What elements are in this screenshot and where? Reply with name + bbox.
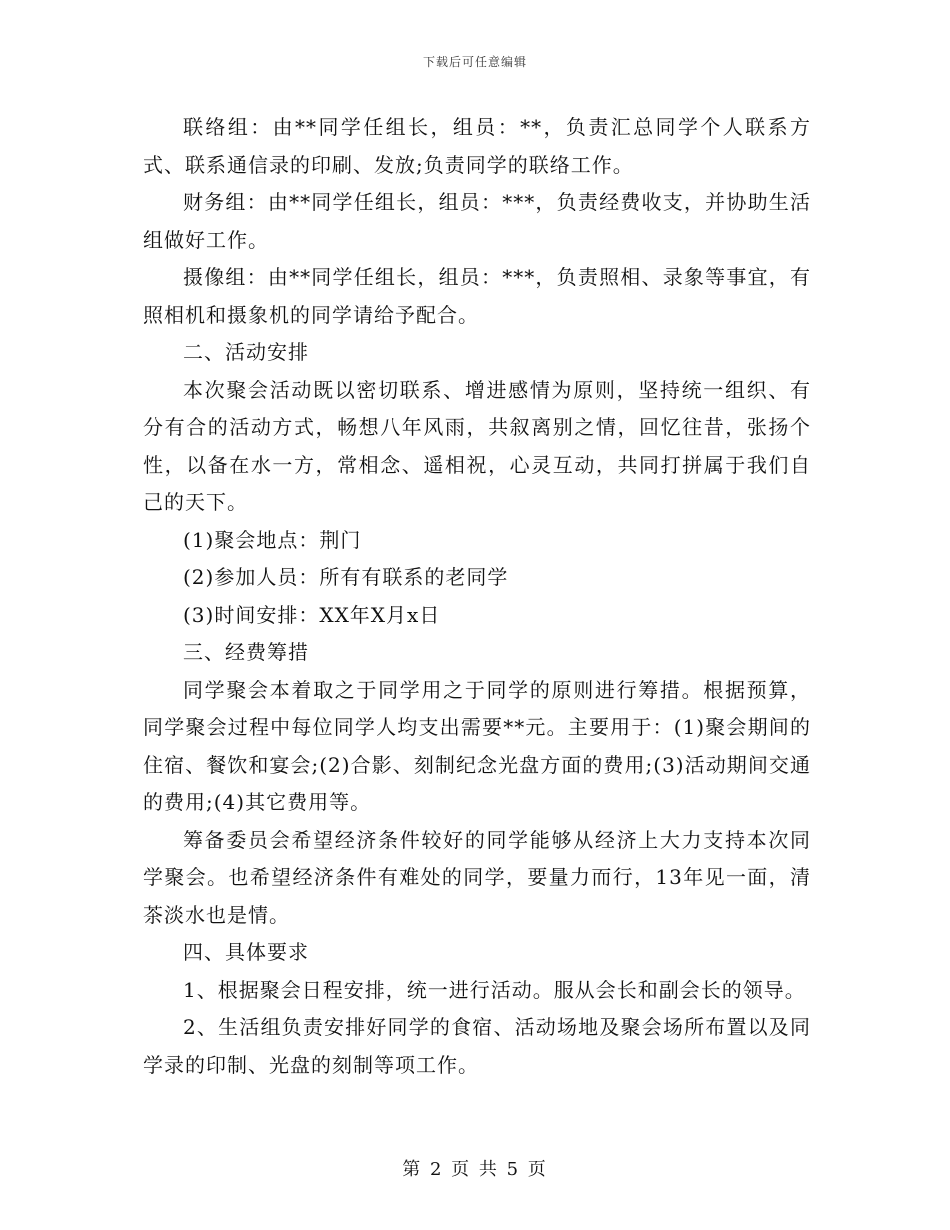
requirement-item-1: 1、根据聚会日程安排，统一进行活动。服从会长和副会长的领导。 xyxy=(183,977,806,1002)
list-item-schedule: (3)时间安排：XX年X月x日 xyxy=(183,602,441,627)
page-number-footer: 第 2 页 共 5 页 xyxy=(402,1159,548,1180)
document-body xyxy=(143,109,811,1084)
list-item-participants: (2)参加人员：所有有联系的老同学 xyxy=(183,565,509,589)
paragraph-camera-group: 摄像组：由**同学任组长，组员：***，负责照相、录象等事宜，有照相机和摄象机的同学请给予配合。 xyxy=(143,265,811,327)
page-header-note: 下载后可任意编辑 xyxy=(422,55,527,69)
section-heading-requirements: 四、具体要求 xyxy=(183,940,309,964)
section-heading-funding: 三、经费筹措 xyxy=(183,640,309,664)
list-item-venue: (1)聚会地点：荆门 xyxy=(183,527,362,552)
paragraph-liaison-group: 联络组：由**同学任组长，组员：**，负责汇总同学个人联系方式、联系通信录的印刷、发放;负责同学的联络工作。 xyxy=(143,115,811,177)
requirement-item-2: 2、生活组负责安排好同学的食宿、活动场地及聚会场所布置以及同学录的印制、光盘的刻制等项工作。 xyxy=(143,1015,811,1077)
paragraph-finance-group: 财务组：由**同学任组长，组员：***，负责经费收支，并协助生活组做好工作。 xyxy=(143,190,811,252)
paragraph-funding-principle: 同学聚会本着取之于同学用之于同学的原则进行筹措。根据预算，同学聚会过程中每位同学人均支出需要**元。主要用于：(1)聚会期间的住宿、餐饮和宴会;(2)合影、刻制纪念光盘方面的费用;(3)活动期间交通的费用;(4)其它费用等。 xyxy=(143,677,811,814)
section-heading-activities: 二、活动安排 xyxy=(183,340,309,364)
paragraph-activity-description: 本次聚会活动既以密切联系、增进感情为原则，坚持统一组织、有分有合的活动方式，畅想八年风雨，共叙离别之情，回忆往昔，张扬个性，以备在水一方，常相念、遥相祝，心灵互动，共同打拼属于我们自己的天下。 xyxy=(143,377,811,514)
paragraph-funding-support: 筹备委员会希望经济条件较好的同学能够从经济上大力支持本次同学聚会。也希望经济条件有难处的同学，要量力而行，13年见一面，清茶淡水也是情。 xyxy=(143,827,811,927)
